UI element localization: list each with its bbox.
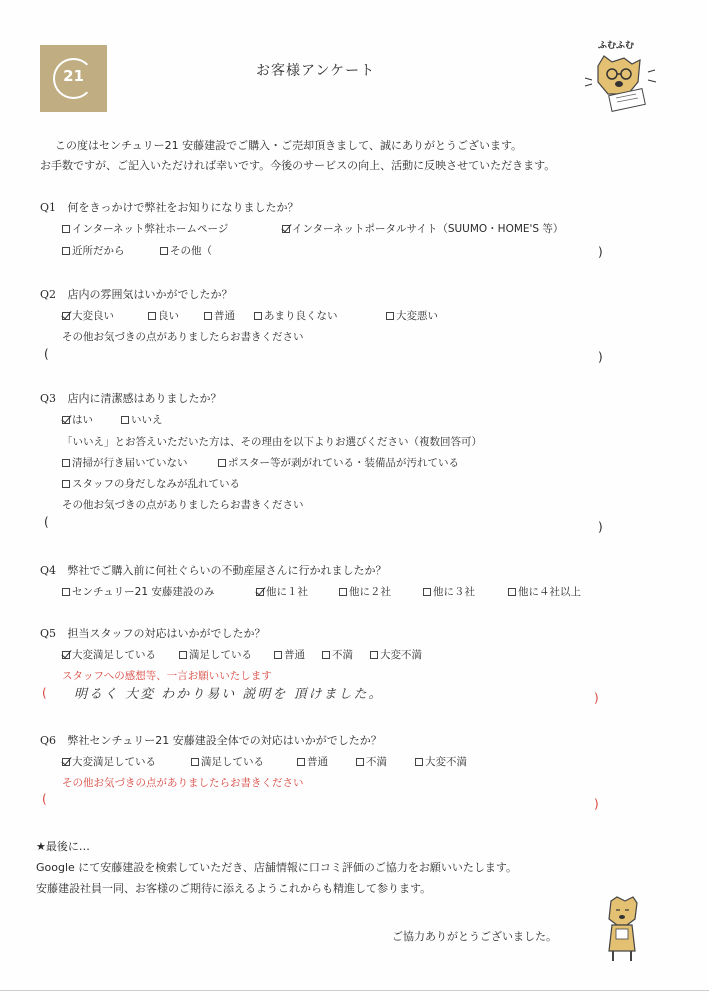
q3-comment-field[interactable] [56, 514, 594, 530]
q1-option-other[interactable]: その他（ [160, 243, 212, 258]
checkbox-icon[interactable] [179, 651, 187, 659]
q6-option-very-dissatisfied[interactable]: 大変不満 [415, 754, 467, 769]
checkbox-icon[interactable] [62, 480, 70, 488]
q3-reason-staff-appearance[interactable]: スタッフの身だしなみが乱れている [62, 476, 240, 491]
mascot-dog-bow-icon [597, 895, 647, 963]
q3-option-no[interactable]: いいえ [121, 412, 163, 427]
q2-close-paren: ) [598, 350, 603, 364]
q6-open-paren: ( [42, 792, 47, 806]
checkbox-icon[interactable] [415, 758, 423, 766]
q4-question [40, 562, 387, 578]
q5-number: Q5 [40, 627, 57, 640]
checkbox-icon[interactable] [218, 459, 226, 467]
q2-open-paren: ( [44, 347, 49, 361]
q5-option-dissatisfied[interactable]: 不満 [322, 647, 353, 662]
checkbox-icon[interactable] [62, 225, 70, 233]
q6-text: 弊社センチュリー21 安藤建設全体での対応はいかがでしたか？ [67, 734, 382, 747]
mascot-bowing-image [597, 895, 647, 963]
checkbox-checked-icon[interactable] [282, 225, 290, 233]
closing-heading: ★最後に… [36, 840, 90, 853]
checkbox-icon[interactable] [339, 588, 347, 596]
closing-line-2: 安藤建設社員一同、お客様のご期待に添えるようこれからも精進して参ります。 [36, 882, 432, 895]
mascot-dog-icon [580, 38, 665, 113]
q2-other-prompt: その他お気づきの点がありましたらお書きください [62, 331, 304, 343]
q6-option-very-satisfied[interactable]: 大変満足している [62, 754, 156, 769]
checkbox-icon[interactable] [160, 247, 168, 255]
q1-option-homepage[interactable]: インターネット弊社ホームページ [62, 221, 228, 236]
q5-option-very-dissatisfied[interactable]: 大変不満 [370, 647, 422, 662]
q3-question [40, 390, 222, 406]
q6-question [40, 732, 382, 748]
mascot-reading-image [580, 38, 665, 113]
q2-number: Q2 [40, 288, 57, 301]
q2-question [40, 286, 233, 302]
checkbox-icon[interactable] [386, 312, 394, 320]
q4-text: 弊社でご購入前に何社ぐらいの不動産屋さんに行かれましたか？ [67, 564, 387, 577]
checkbox-checked-icon[interactable] [256, 588, 264, 596]
q4-number: Q4 [40, 564, 57, 577]
q6-close-paren: ) [594, 797, 599, 811]
q6-option-normal[interactable]: 普通 [297, 754, 328, 769]
q5-question [40, 625, 266, 641]
checkbox-icon[interactable] [370, 651, 378, 659]
checkbox-icon[interactable] [274, 651, 282, 659]
q2-option-normal[interactable]: 普通 [204, 308, 235, 323]
q4-option-four-plus[interactable]: 他に４社以上 [508, 584, 581, 599]
checkbox-checked-icon[interactable] [62, 312, 70, 320]
intro-line-2: お手数ですが、ご記入いただければ幸いです。今後のサービスの向上、活動に反映させていただきます。 [40, 159, 556, 172]
q6-number: Q6 [40, 734, 57, 747]
q5-close-paren: ) [594, 691, 599, 705]
q2-option-good[interactable]: 良い [148, 308, 179, 323]
q5-text: 担当スタッフの対応はいかがでしたか？ [67, 627, 266, 640]
q1-question [40, 199, 299, 215]
checkbox-checked-icon[interactable] [62, 416, 70, 424]
q1-option-portal[interactable]: インターネットポータルサイト（SUUMO・HOME'S 等） [282, 221, 563, 236]
q2-comment-field[interactable] [56, 346, 594, 362]
mascot-label: ふむふむ [598, 41, 635, 51]
q4-option-three-others[interactable]: 他に３社 [423, 584, 475, 599]
logo-text: 21 [63, 67, 84, 85]
company-logo [40, 45, 107, 112]
q1-number: Q1 [40, 201, 57, 214]
checkbox-icon[interactable] [508, 588, 516, 596]
q4-option-only-us[interactable]: センチュリー21 安藤建設のみ [62, 584, 214, 599]
q6-option-dissatisfied[interactable]: 不満 [356, 754, 387, 769]
q2-text: 店内の雰囲気はいかがでしたか？ [67, 288, 233, 301]
closing-thanks: ご協力ありがとうございました。 [392, 930, 557, 943]
q3-option-yes[interactable]: はい [62, 412, 93, 427]
q3-other-prompt: その他お気づきの点がありましたらお書きください [62, 499, 304, 511]
q5-open-paren: ( [42, 686, 47, 700]
intro-line-1: この度はセンチュリー21 安藤建設でご購入・ご売却頂きまして、誠にありがとうございます。 [55, 139, 523, 152]
checkbox-icon[interactable] [204, 312, 212, 320]
checkbox-icon[interactable] [297, 758, 305, 766]
q3-number: Q3 [40, 392, 57, 405]
checkbox-icon[interactable] [148, 312, 156, 320]
checkbox-icon[interactable] [62, 247, 70, 255]
q2-option-very-bad[interactable]: 大変悪い [386, 308, 438, 323]
q6-comment-field[interactable] [56, 792, 592, 808]
checkbox-checked-icon[interactable] [62, 758, 70, 766]
q5-request-prompt: スタッフへの感想等、一言お願いいたします [62, 670, 272, 682]
q5-option-satisfied[interactable]: 満足している [179, 647, 252, 662]
q6-option-satisfied[interactable]: 満足している [191, 754, 264, 769]
q6-other-prompt: その他お気づきの点がありましたらお書きください [62, 777, 304, 789]
checkbox-icon[interactable] [423, 588, 431, 596]
checkbox-icon[interactable] [62, 459, 70, 467]
q1-close-paren: ) [598, 245, 603, 259]
checkbox-icon[interactable] [121, 416, 129, 424]
checkbox-icon[interactable] [191, 758, 199, 766]
q5-option-very-satisfied[interactable]: 大変満足している [62, 647, 156, 662]
q2-option-not-good[interactable]: あまり良くない [254, 308, 338, 323]
q3-reason-posters[interactable]: ポスター等が剥がれている・装備品が汚れている [218, 455, 459, 470]
q1-text: 何をきっかけで弊社をお知りになりましたか？ [67, 201, 299, 214]
checkbox-checked-icon[interactable] [62, 651, 70, 659]
q2-option-very-good[interactable]: 大変良い [62, 308, 114, 323]
q4-option-one-other[interactable]: 他に１社 [256, 584, 308, 599]
closing-line-1: Google にて安藤建設を検索していただき、店舗情報に口コミ評価のご協力をお願いいたします。 [36, 861, 517, 874]
checkbox-icon[interactable] [322, 651, 330, 659]
page-title: お客様アンケート [256, 63, 376, 79]
q3-text: 店内に清潔感はありましたか？ [67, 392, 222, 405]
checkbox-icon[interactable] [254, 312, 262, 320]
page-bottom-divider [0, 990, 709, 991]
q3-reason-cleaning[interactable]: 清掃が行き届いていない [62, 455, 188, 470]
q1-option-nearby[interactable]: 近所だから [62, 243, 125, 258]
q5-option-normal[interactable]: 普通 [274, 647, 305, 662]
q3-followup-prompt: 「いいえ」とお答えいただいた方は、その理由を以下よりお選びください（複数回答可） [62, 436, 482, 448]
q3-close-paren: ) [598, 520, 603, 534]
q4-option-two-others[interactable]: 他に２社 [339, 584, 391, 599]
q5-handwritten-answer[interactable]: 明るく 大変 わかり易い 説明を 頂けました。 [74, 687, 384, 702]
checkbox-icon[interactable] [62, 588, 70, 596]
checkbox-icon[interactable] [356, 758, 364, 766]
q3-open-paren: ( [44, 515, 49, 529]
